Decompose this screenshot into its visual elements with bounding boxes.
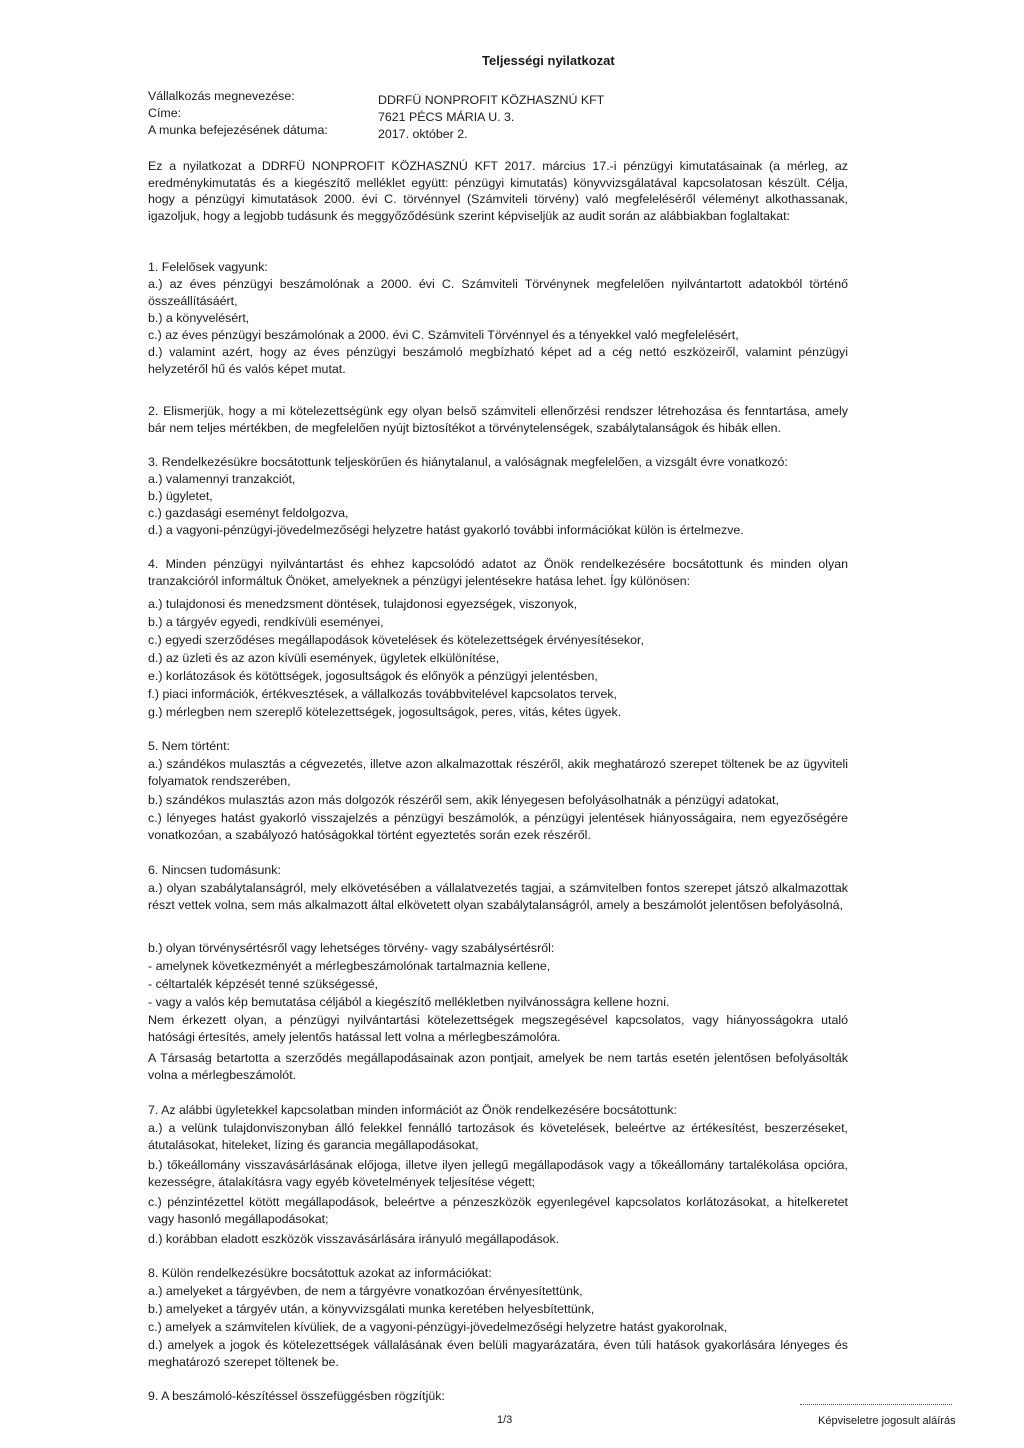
date-value: 2017. október 2. — [378, 127, 468, 141]
section-6-item-b: b.) olyan törvénysértésről vagy lehetséges törvény- vagy szabálysértésről: — [148, 941, 555, 955]
signature-label: Képviseletre jogosult aláírás — [818, 1415, 956, 1427]
section-4-item-b: b.) a tárgyév egyedi, rendkívüli eseményei, — [148, 615, 384, 629]
section-6-heading: 6. Nincsen tudomásunk: — [148, 863, 281, 877]
section-6-item-b-1: - amelynek következményét a mérlegbeszámolónak tartalmaznia kellene, — [148, 959, 551, 973]
section-9-heading: 9. A beszámoló-készítéssel összefüggésben rögzítjük: — [148, 1389, 445, 1403]
section-6-paragraph-1: Nem érkezett olyan, a pénzügyi nyilvántartási kötelezettségek megszegésével kapcsolatos, vagy hiányosságokra utaló hatósági értesítés, amely jelentős hatással lett volna a mérlegbeszámolóra. — [148, 1013, 848, 1044]
section-5-item-a: a.) szándékos mulasztás a cégvezetés, illetve azon alkalmazottak részéről, akik meghatározó szerepet töltenek be az ügyviteli folyamatok rendszerében, — [148, 757, 848, 788]
intro-paragraph: Ez a nyilatkozat a DDRFÜ NONPROFIT KÖZHASZNÚ KFT 2017. március 17.-i pénzügyi kimutatásainak (a mérleg, az eredménykimutatás és a kiegészítő melléklet együtt: pénzügyi kimutatás) könyvvizsgálatával kapcsolatosan készült. Célja, hogy a pénzügyi kimutatások 2000. évi C. törvénnyel (Számviteli törvény) való megfeleléséről véleményt alkothassanak, igazoljuk, hogy a legjobb tudásunk és meggyőződésünk szerint képviseljük az audit során az alábbiakban foglaltakat: — [148, 159, 848, 224]
section-7-heading: 7. Az alábbi ügyletekkel kapcsolatban minden információt az Önök rendelkezésére bocsátottunk: — [148, 1103, 677, 1117]
section-2-paragraph: 2. Elismerjük, hogy a mi kötelezettségünk egy olyan belső számviteli ellenőrzési rendszer létrehozása és fenntartása, amely bár nem teljes mértékben, de megfelelően nyújt biztosítékot a törvénytelenségek, szabálytalanságok és hibák ellen. — [148, 404, 848, 435]
signature-line — [800, 1404, 952, 1405]
company-value: DDRFÜ NONPROFIT KÖZHASZNÚ KFT — [378, 93, 605, 107]
address-value: 7621 PÉCS MÁRIA U. 3. — [378, 110, 515, 124]
section-4-item-a: a.) tulajdonosi és menedzsment döntések, tulajdonosi egyezségek, viszonyok, — [148, 597, 578, 611]
section-1-item-c: c.) az éves pénzügyi beszámolónak a 2000. évi C. Számviteli Törvénnyel és a tényekkel való megfelelésért, — [148, 328, 739, 342]
section-4-item-e: e.) korlátozások és kötöttségek, jogosultságok és előnyök a pénzügyi jelentésben, — [148, 669, 598, 683]
section-6-item-b-2: - céltartalék képzését tenné szükségessé, — [148, 977, 379, 991]
section-8-heading: 8. Külön rendelkezésükre bocsátottuk azokat az információkat: — [148, 1266, 492, 1280]
document-title: Teljességi nyilatkozat — [482, 53, 615, 68]
page-number: 1/3 — [497, 1414, 513, 1426]
section-3-item-d: d.) a vagyoni-pénzügyi-jövedelmezőségi helyzetre hatást gyakorló további információkat külön is értelmezve. — [148, 523, 744, 537]
section-4-item-c: c.) egyedi szerződéses megállapodások követelések és kötelezettségek érvényesítésekor, — [148, 633, 644, 647]
section-3-item-b: b.) ügyletet, — [148, 489, 213, 503]
section-1-item-b: b.) a könyvelésért, — [148, 311, 250, 325]
section-8-item-c: c.) amelyek a számvitelen kívüliek, de a vagyoni-pénzügyi-jövedelmezőségi helyzetre hatást gyakorolnak, — [148, 1320, 728, 1334]
section-8-item-d: d.) amelyek a jogok és kötelezettségek vállalásának éven belüli magyarázatára, éven túli hatások gyakorlására lényeges és meghatározó szerepet töltenek be. — [148, 1338, 848, 1369]
section-5-item-c: c.) lényeges hatást gyakorló visszajelzés a pénzügyi beszámolók, a pénzügyi jelentések hiányosságaira, nem egyezőségére vonatkozóan, a szabályozó hatóságokkal történt egyeztetés során ezek részéről. — [148, 811, 848, 842]
section-6-item-a: a.) olyan szabálytalanságról, mely elkövetésében a vállalatvezetés tagjai, a számvitelben fontos szerepet játszó alkalmazottak részt vettek volna, sem más alkalmazott által elkövetett olyan szabálytalanságról, amely a beszámolót jelentősen befolyásolná, — [148, 881, 848, 912]
section-1-item-a: a.) az éves pénzügyi beszámolónak a 2000. évi C. Számviteli Törvénynek megfelelően nyilvántartott adatokból történő összeállításáért, — [148, 277, 848, 308]
section-7-item-a: a.) a velünk tulajdonviszonyban álló felekkel fennálló tartozások és követelések, beleértve az értékesítést, beszerzéseket, átutalásokat, hiteleket, lízing és garancia megállapodásokat, — [148, 1121, 848, 1152]
section-4-heading: 4. Minden pénzügyi nyilvántartást és ehhez kapcsolódó adatot az Önök rendelkezésére bocsátottunk és minden olyan tranzakcióról informáltuk Önöket, amelyeknek a pénzügyi jelentésekre hatása lehet. Így különösen: — [148, 557, 848, 588]
section-3-heading: 3. Rendelkezésükre bocsátottunk teljeskörűen és hiánytalanul, a valóságnak megfelelően, a vizsgált évre vonatkozó: — [148, 455, 788, 469]
section-8-item-b: b.) amelyeket a tárgyév után, a könyvvizsgálati munka keretében helyesbítettünk, — [148, 1302, 595, 1316]
section-5-item-b: b.) szándékos mulasztás azon más dolgozók részéről sem, akik lényegesen befolyásolhatnák a pénzügyi adatokat, — [148, 793, 779, 807]
section-1-item-d: d.) valamint azért, hogy az éves pénzügyi beszámoló megbízható képet ad a cég nettó eszközeiről, valamint pénzügyi helyzetéről hű és valós képet mutat. — [148, 345, 848, 376]
address-label: Címe: — [148, 106, 182, 120]
section-4-item-g: g.) mérlegben nem szereplő kötelezettségek, jogosultságok, peres, vitás, kétes ügyek. — [148, 705, 622, 719]
section-3-item-a: a.) valamennyi tranzakciót, — [148, 472, 296, 486]
section-6-item-b-3: - vagy a valós kép bemutatása céljából a kiegészítő mellékletben nyilvánosságra kellene hozni. — [148, 995, 670, 1009]
date-label: A munka befejezésének dátuma: — [148, 123, 328, 137]
section-5-heading: 5. Nem történt: — [148, 739, 230, 753]
section-7-item-c: c.) pénzintézettel kötött megállapodások, beleértve a pénzeszközök egyenlegével kapcsolatos korlátozásokat, a hitelkeretet vagy hasonló megállapodásokat; — [148, 1195, 848, 1226]
section-8-item-a: a.) amelyeket a tárgyévben, de nem a tárgyévre vonatkozóan érvényesítettünk, — [148, 1284, 583, 1298]
section-6-paragraph-2: A Társaság betartotta a szerződés megállapodásainak azon pontjait, amelyek be nem tartás esetén jelentősen befolyásolták volna a mérlegbeszámolót. — [148, 1051, 848, 1082]
section-1-heading: 1. Felelősek vagyunk: — [148, 260, 268, 274]
section-7-item-d: d.) korábban eladott eszközök visszavásárlására irányuló megállapodások. — [148, 1232, 560, 1246]
section-3-item-c: c.) gazdasági eseményt feldolgozva, — [148, 506, 349, 520]
section-4-item-d: d.) az üzleti és az azon kívüli események, ügyletek elkülönítése, — [148, 651, 500, 665]
company-label: Vállalkozás megnevezése: — [148, 89, 295, 103]
section-7-item-b: b.) tőkeállomány visszavásárlásának előjoga, illetve ilyen jellegű megállapodások vagy a tőkeállomány tartalékolása opcióra, kezességre, átalakításra vagy egyéb követelmények teljesítése végett; — [148, 1158, 848, 1189]
section-4-item-f: f.) piaci információk, értékvesztések, a vállalkozás továbbvitelével kapcsolatos tervek, — [148, 687, 617, 701]
